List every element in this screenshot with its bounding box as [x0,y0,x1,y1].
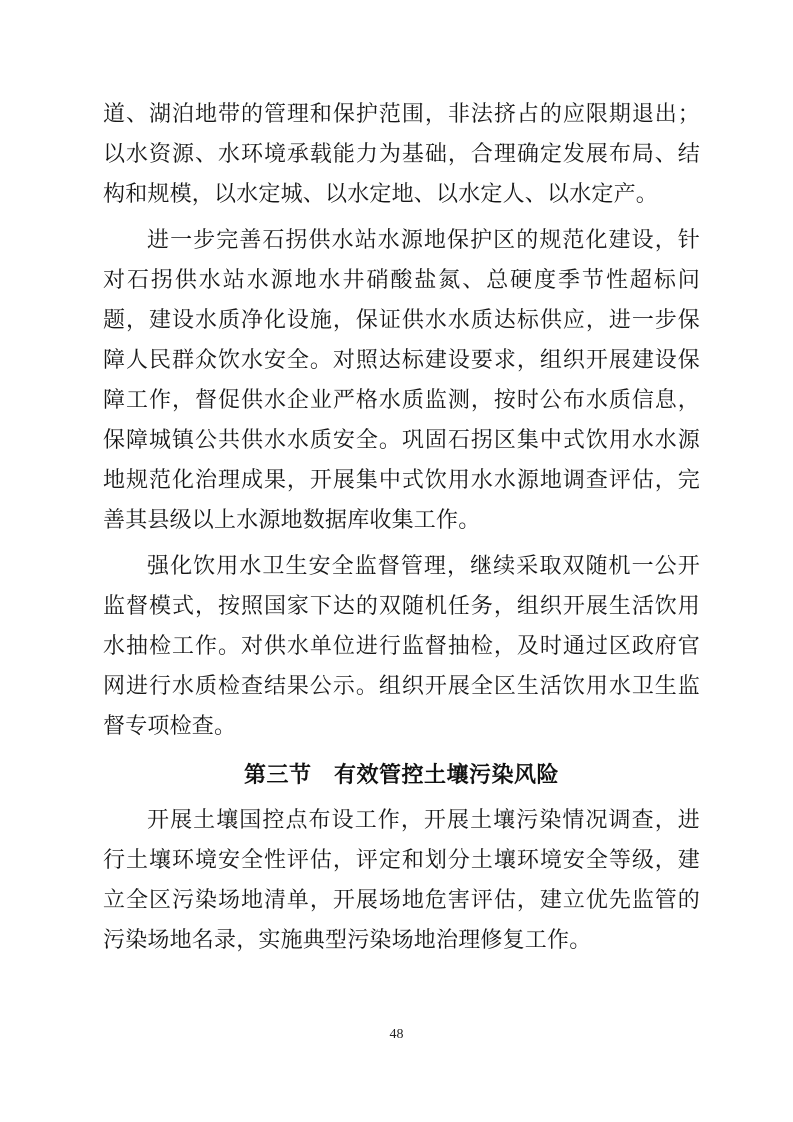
page-number: 48 [389,1027,404,1042]
body-paragraph-continuation: 道、湖泊地带的管理和保护范围，非法挤占的应限期退出；以水资源、水环境承载能力为基础，合理确定发展布局、结构和规模，以水定城、以水定地、以水定人、以水定产。 [103,101,700,206]
section-heading: 第三节 有效管控土壤污染风险 [243,762,559,787]
body-paragraph: 开展土壤国控点布设工作，开展土壤污染情况调查，进行土壤环境安全性评估，评定和划分土壤环境安全等级，建立全区污染场地清单，开展场地危害评估，建立优先监管的污染场地名录，实施典型污染场地治理修复工作。 [103,807,700,952]
body-paragraph: 强化饮用水卫生安全监督管理，继续采取双随机一公开监督模式，按照国家下达的双随机任务，组织开展生活饮用水抽检工作。对供水单位进行监督抽检，及时通过区政府官网进行水质检查结果公示。组织开展全区生活饮用水卫生监督专项检查。 [103,553,700,738]
page-content [103,94,700,966]
body-paragraph: 进一步完善石拐供水站水源地保护区的规范化建设，针对石拐供水站水源地水井硝酸盐氮、总硬度季节性超标问题，建设水质净化设施，保证供水水质达标供应，进一步保障人民群众饮水安全。对照达标建设要求，组织开展建设保障工作，督促供水企业严格水质监测，按时公布水质信息，保障城镇公共供水水质安全。巩固石拐区集中式饮用水水源地规范化治理成果，开展集中式饮用水水源地调查评估，完善其县级以上水源地数据库收集工作。 [103,227,700,532]
